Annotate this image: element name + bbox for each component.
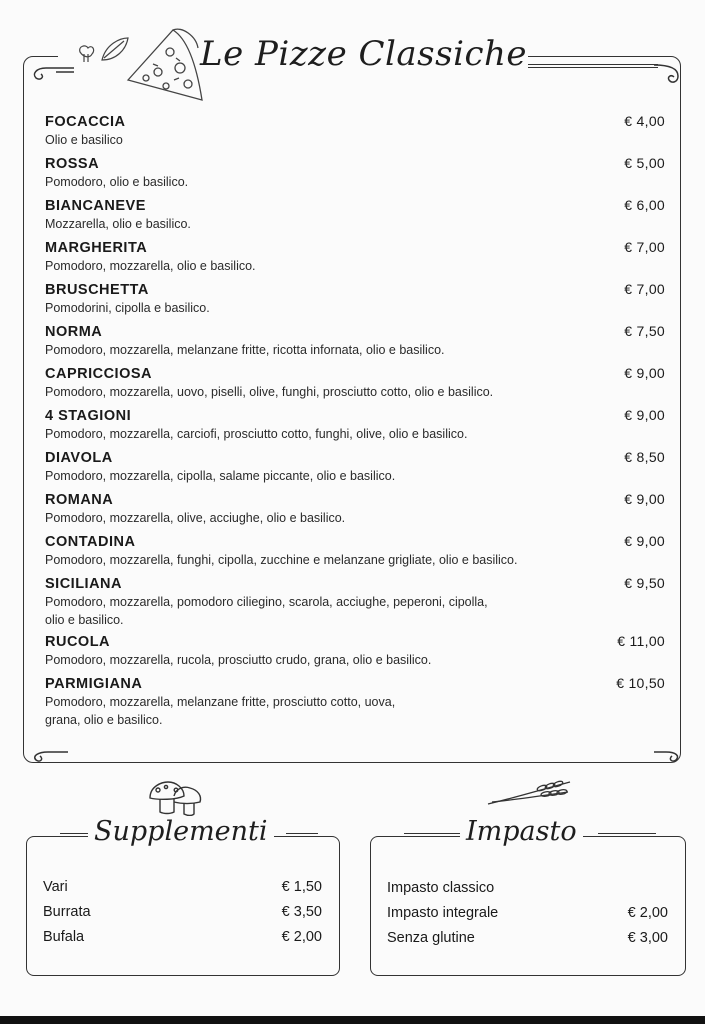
pizza-price: € 9,00 — [624, 407, 665, 423]
impasto-line-left — [404, 833, 460, 837]
pizza-name: CONTADINA — [45, 534, 136, 550]
impasto-label: Impasto classico — [387, 880, 495, 896]
pizza-description: Pomodoro, mozzarella, olio e basilico. — [45, 259, 256, 273]
basil-leaf-icon — [74, 34, 130, 74]
pizza-item — [45, 407, 675, 449]
pizza-item — [45, 323, 675, 365]
pizza-item — [45, 155, 675, 197]
swirl-bottom-left-icon — [26, 740, 70, 766]
page-title: Le Pizze Classiche — [200, 34, 528, 74]
supplementi-price: € 3,50 — [281, 904, 322, 920]
pizza-price: € 7,00 — [624, 239, 665, 255]
impasto-label: Senza glutine — [387, 930, 475, 946]
pizza-price: € 9,00 — [624, 365, 665, 381]
pizza-description: Pomodoro, mozzarella, melanzane fritte, ricotta infornata, olio e basilico. — [45, 343, 445, 357]
swirl-right-icon — [652, 60, 686, 90]
pizza-description: Pomodoro, mozzarella, uovo, piselli, olive, funghi, prosciutto cotto, olio e basilico. — [45, 385, 494, 399]
wheat-icon — [484, 778, 574, 810]
pizza-price: € 4,00 — [624, 113, 665, 129]
impasto-line-right — [598, 833, 656, 837]
pizza-item — [45, 281, 675, 323]
supplementi-label: Vari — [43, 879, 68, 895]
pizza-item — [45, 575, 675, 633]
title-line-right — [528, 64, 658, 68]
pizza-item — [45, 239, 675, 281]
pizza-description: Pomodoro, olio e basilico. — [45, 175, 189, 189]
pizza-item — [45, 113, 675, 155]
pizza-price: € 9,50 — [624, 575, 665, 591]
pizza-item — [45, 449, 675, 491]
pizza-item — [45, 533, 675, 575]
pizza-item — [45, 633, 675, 675]
pizza-name: RUCOLA — [45, 634, 111, 650]
impasto-price: € 3,00 — [627, 930, 668, 946]
pizza-name: MARGHERITA — [45, 240, 148, 256]
pizza-price: € 9,00 — [624, 533, 665, 549]
pizza-price: € 5,00 — [624, 155, 665, 171]
pizza-price: € 7,50 — [624, 323, 665, 339]
pizza-name: ROSSA — [45, 156, 100, 172]
pizza-description: Pomodoro, mozzarella, melanzane fritte, prosciutto cotto, uova, grana, olio e basilico. — [45, 695, 396, 727]
supplementi-line-left — [60, 833, 88, 837]
pizza-item — [45, 365, 675, 407]
pizza-description: Pomodoro, mozzarella, olive, acciughe, olio e basilico. — [45, 511, 346, 525]
pizza-name: FOCACCIA — [45, 114, 126, 130]
pizza-name: NORMA — [45, 324, 103, 340]
pizza-name: SICILIANA — [45, 576, 122, 592]
pizza-list — [45, 113, 675, 733]
pizza-description: Pomodoro, mozzarella, pomodoro ciliegino, scarola, acciughe, peperoni, cipolla, olio e basilico. — [45, 595, 488, 627]
pizza-description: Pomodoro, mozzarella, funghi, cipolla, zucchine e melanzane grigliate, olio e basilico. — [45, 553, 518, 567]
supplementi-price: € 2,00 — [281, 929, 322, 945]
pizza-price: € 7,00 — [624, 281, 665, 297]
impasto-label: Impasto integrale — [387, 905, 499, 921]
supplementi-price: € 1,50 — [281, 879, 322, 895]
impasto-title: Impasto — [460, 816, 583, 847]
pizza-description: Pomodoro, mozzarella, rucola, prosciutto crudo, grana, olio e basilico. — [45, 653, 432, 667]
pizza-description: Mozzarella, olio e basilico. — [45, 217, 191, 231]
pizza-name: ROMANA — [45, 492, 114, 508]
pizza-item — [45, 491, 675, 533]
pizza-price: € 6,00 — [624, 197, 665, 213]
swirl-left-icon — [26, 60, 76, 84]
pizza-description: Pomodoro, mozzarella, carciofi, prosciutto cotto, funghi, olive, olio e basilico. — [45, 427, 468, 441]
pizza-description: Olio e basilico — [45, 133, 123, 147]
impasto-price: € 2,00 — [627, 905, 668, 921]
pizza-item — [45, 197, 675, 239]
pizza-item — [45, 675, 675, 733]
pizza-price: € 10,50 — [616, 675, 665, 691]
supplementi-label: Bufala — [43, 929, 85, 945]
pizza-name: 4 STAGIONI — [45, 408, 132, 424]
pizza-price: € 8,50 — [624, 449, 665, 465]
pizza-name: BIANCANEVE — [45, 198, 146, 214]
supplementi-label: Burrata — [43, 904, 91, 920]
swirl-bottom-right-icon — [652, 740, 686, 766]
pizza-price: € 9,00 — [624, 491, 665, 507]
supplementi-title: Supplementi — [88, 816, 274, 847]
pizza-name: PARMIGIANA — [45, 676, 143, 692]
pizza-price: € 11,00 — [617, 633, 665, 649]
pizza-name: BRUSCHETTA — [45, 282, 149, 298]
pizza-description: Pomodoro, mozzarella, cipolla, salame piccante, olio e basilico. — [45, 469, 396, 483]
bottom-bar — [0, 1016, 705, 1024]
pizza-description: Pomodorini, cipolla e basilico. — [45, 301, 210, 315]
pizza-name: DIAVOLA — [45, 450, 113, 466]
pizza-name: CAPRICCIOSA — [45, 366, 153, 382]
mushroom-icon — [146, 778, 206, 818]
supplementi-line-right — [286, 833, 318, 837]
